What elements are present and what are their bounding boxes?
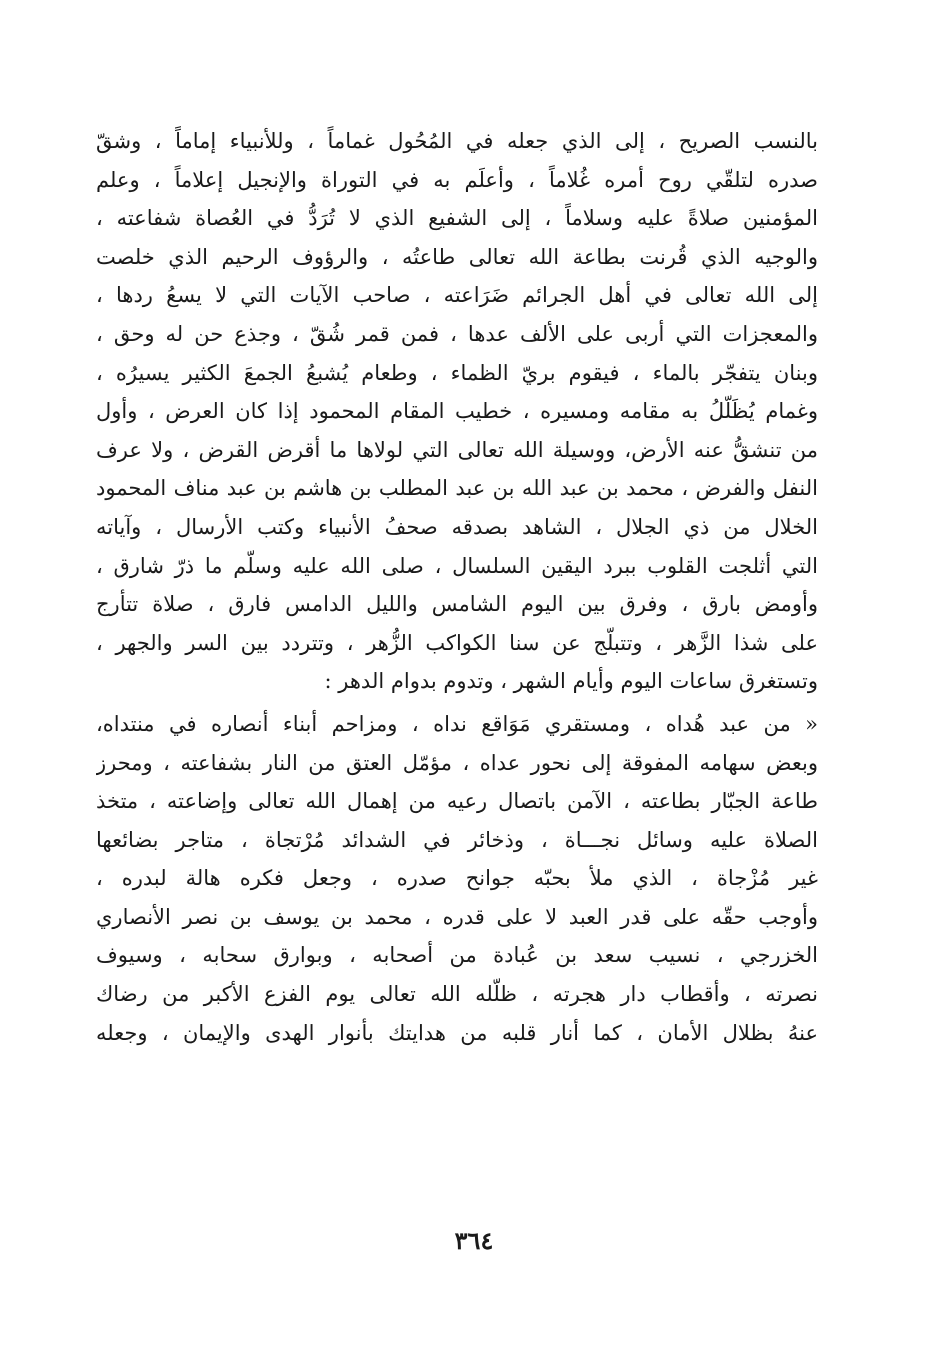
text-line: من تنشقُّ عنه الأرض، ووسيلة الله تعالى التي لولاها ما أقرض القرض ، ولا عرف: [96, 437, 818, 462]
text-line: على شذا الزَّهر ، وتتبلّج عن سنا الكواكب الزُّهر ، وتتردد بين السر والجهر ،: [96, 630, 818, 655]
text-line: التي أثلجت القلوب ببرد اليقين السلسال ، صلى الله عليه وسلّم ما ذرّ شارق ،: [96, 553, 818, 578]
text-line: صدره لتلقّي روح أمره غُلاماً ، وأعلَم به في التوراة والإنجيل إعلاماً ، وعلم: [96, 167, 818, 192]
text-line: طاعة الجبّار بطاعته ، الآمن باتصال رعيه من إهمال الله تعالى وإضاعته ، متخذ: [96, 789, 818, 814]
text-line: عنهُ بظلال الأمان ، كما أنار قلبه من هدايتك بأنوار الهدى والإيمان ، وجعله: [96, 1020, 818, 1045]
text-line: الخلال من ذي الجلال ، الشاهد بصدقه صحفُ الأنبياء وكتب الأرسال ، وآياته: [96, 514, 818, 539]
text-line: نصرته ، وأقطاب دار هجرته ، ظلّله الله تعالى يوم الفزع الأكبر من رضاك: [96, 982, 818, 1007]
text-line: وأومض بارق ، وفرق بين اليوم الشامس والليل الدامس فارق ، صلاة تتأرج: [96, 592, 818, 617]
paragraph-2: [96, 705, 818, 1052]
text-line: والوجيه الذي قُرنت بطاعة الله تعالى طاعتُه ، والرؤوف الرحيم الذي خلصت: [96, 244, 818, 269]
page-body: [96, 122, 818, 1052]
text-line: غير مُزْجاة ، الذي ملأ بحبّه جوانح صدره ، وجعل فكره هالة لبدره ،: [96, 866, 818, 891]
text-line: وبعض سهامه المفوقة إلى نحور عداه ، مؤمّل العتق من النار بشفاعته ، ومحرز: [96, 750, 818, 775]
page-number: ٣٦٤: [454, 1226, 494, 1255]
text-line: الخزرجي ، نسيب سعد بن عُبادة من أصحابه ، وبوارق سحابه ، وسيوف: [96, 943, 818, 968]
text-line: والمعجزات التي أربى على الألف عدها ، فمن قمر شُقّ ، وجذع حن له وحق ،: [96, 321, 818, 346]
text-line: وبنان يتفجّر بالماء ، فيقوم بريّ الظماء ، وطعام يُشبعُ الجمعَ الكثير يسيرُه ،: [96, 360, 818, 385]
text-line: وتستغرق ساعات اليوم وأيام الشهر ، وتدوم بدوام الدهر :: [324, 669, 818, 694]
text-line: وأوجب حقّه على قدر العبد لا على قدره ، محمد بن يوسف بن نصر الأنصاري: [96, 904, 818, 929]
text-line: المؤمنين صلاةً عليه وسلاماً ، إلى الشفيع الذي لا تُرَدُّ في العُصاة شفاعته ،: [96, 206, 818, 231]
paragraph-1: [96, 122, 818, 701]
text-line: وغمام يُظَلّلُ به مقامه ومسيره ، خطيب المقام المحمود إذا كان العرض ، وأول: [96, 399, 818, 424]
text-line: إلى الله تعالى في أهل الجرائم ضَرَاعته ، صاحب الآيات التي لا يسعُ ردها ،: [96, 283, 818, 308]
text-line: « من عبد هُداه ، ومستقري مَوَاقع نداه ، ومزاحم أبناء أنصاره في منتداه،: [96, 711, 818, 736]
text-line: بالنسب الصريح ، إلى الذي جعله في المُحُول غماماً ، وللأنبياء إماماً ، وشقّ: [96, 129, 818, 153]
text-line: الصلاة عليه وسائل نجـــاة ، وذخائر في الشدائد مُرْتجاة ، متاجر بضائعها: [96, 827, 818, 852]
text-line: النفل والفرض ، محمد بن عبد الله بن عبد المطلب بن هاشم بن عبد مناف المحمود: [96, 476, 818, 501]
